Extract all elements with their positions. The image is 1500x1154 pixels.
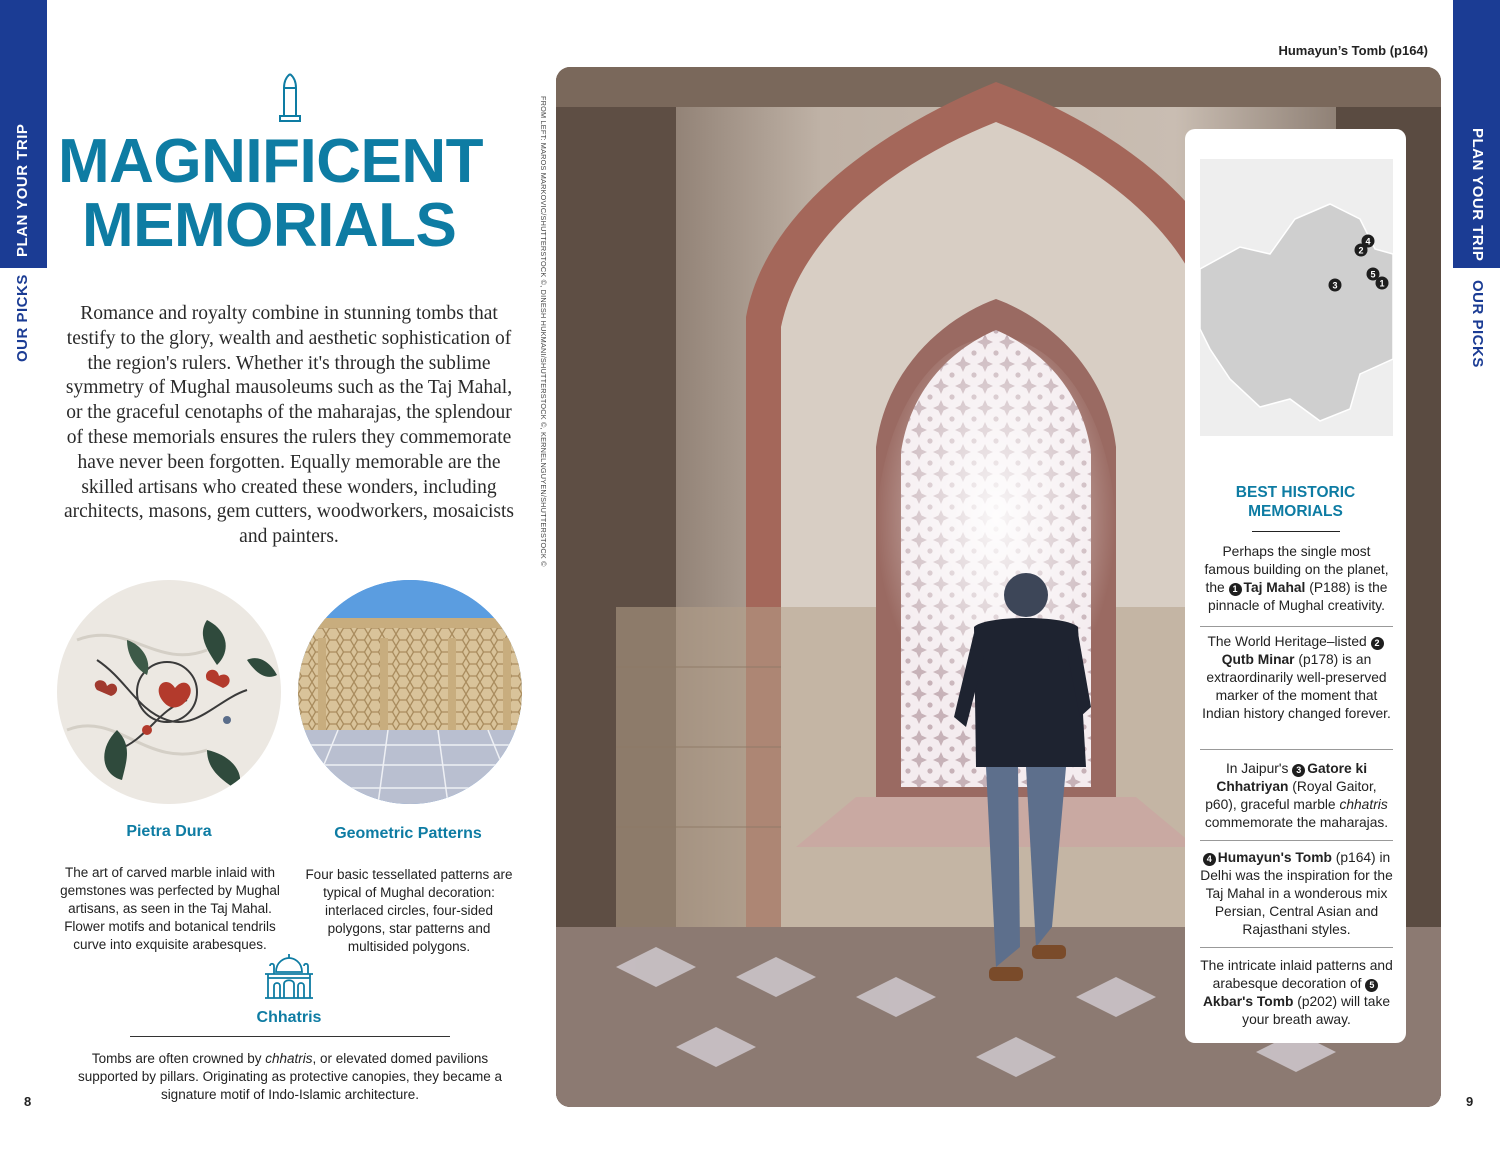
chhatri-icon xyxy=(262,952,316,1000)
entry-name: Gatore ki Chhatriyan xyxy=(1216,761,1368,794)
side-tab-label-picks: OUR PICKS xyxy=(1469,280,1486,368)
entry-divider xyxy=(1200,947,1393,948)
feature-title-pietra-dura: Pietra Dura xyxy=(126,823,212,840)
entry-number-badge: 4 xyxy=(1203,853,1216,866)
entry-number-badge: 1 xyxy=(1229,583,1242,596)
entry-name: Akbar's Tomb xyxy=(1202,994,1294,1009)
feature-title-geometric-patterns: Geometric Patterns xyxy=(334,825,482,842)
panel-heading xyxy=(1185,483,1406,521)
best-memorials-panel xyxy=(1185,129,1406,1043)
panel-heading-line-2: MEMORIALS xyxy=(1248,503,1343,520)
entry-italic: chhatris xyxy=(1339,797,1388,812)
page-title xyxy=(58,127,528,260)
map-marker-2: 2 xyxy=(1358,245,1364,256)
panel-heading-line-1: BEST HISTORIC xyxy=(1235,484,1356,501)
rajasthan-map xyxy=(1200,159,1393,436)
feature-text-geometric-patterns: Four basic tessellated patterns are typical of Mughal decoration: interlaced circles, four-sided polygons, star patterns and multisided polygons. xyxy=(305,867,513,954)
photo-caption: Humayun’s Tomb (p164) xyxy=(1278,43,1428,58)
page-number-left: 8 xyxy=(24,1094,32,1109)
pietra-dura-image xyxy=(57,580,281,804)
side-tab-label-plan: PLAN YOUR TRIP xyxy=(1469,128,1486,262)
feature-title-chhatris: Chhatris xyxy=(256,1009,322,1026)
memorial-entry xyxy=(1200,760,1393,832)
entry-text: (Royal Gaitor, p60), graceful marble xyxy=(1205,779,1377,812)
entry-name: Taj Mahal xyxy=(1243,580,1306,595)
right-side-tab xyxy=(1453,0,1500,1154)
entry-number-badge: 3 xyxy=(1292,764,1305,777)
map-marker-1: 1 xyxy=(1379,278,1385,289)
entry-text: commemorate the maharajas. xyxy=(1204,815,1389,830)
entry-divider xyxy=(1200,626,1393,627)
entry-name: Qutb Minar xyxy=(1221,652,1295,667)
page-number-right: 9 xyxy=(1466,1094,1474,1109)
memorial-entry xyxy=(1200,849,1393,939)
chhatris-text-part: , or elevated domed pavilions supported by pillars. Originating as protective canopies, they became a signature motif of Indo-Islamic architecture. xyxy=(78,1051,502,1102)
chhatris-text-italic: chhatris xyxy=(265,1051,313,1066)
intro-paragraph: Romance and royalty combine in stunning tombs that testify to the glory, wealth and aesthetic sophistication of the region's rulers. Whether it's through the sublime symmetry of Mughal mausoleums such as the Taj Mahal, or the graceful cenotaphs of the maharajas, the splendour of these memorials ensures the rulers they commemorate have never been forgotten. Equally memorable are the skilled artisans who created these wonders, including architects, masons, gem cutters, woodworkers, mosaicists and painters. xyxy=(63,303,515,548)
entry-text: In Jaipur's xyxy=(1225,761,1293,776)
side-tab-label-picks: OUR PICKS xyxy=(14,274,31,362)
title-line-1: MAGNIFICENT xyxy=(58,127,484,196)
map-marker-5: 5 xyxy=(1370,269,1376,280)
geometric-patterns-image xyxy=(298,580,522,804)
entry-text: (p178) is an extraordinarily well-preserved marker of the moment that Indian history changed forever. xyxy=(1202,652,1391,721)
entry-divider xyxy=(1200,840,1393,841)
panel-heading-rule xyxy=(1252,531,1340,532)
entry-text: (p202) will take your breath away. xyxy=(1242,994,1391,1027)
photo-credit-text: FROM LEFT: MAROS MARKOVIC/SHUTTERSTOCK ©, DINESH HUKMANI/SHUTTERSTOCK ©, KERNELNGUYEN/SHUTTERSTOCK © xyxy=(539,96,548,567)
map-marker-3: 3 xyxy=(1332,280,1338,291)
side-tab-label-plan: PLAN YOUR TRIP xyxy=(14,123,31,257)
entry-name: Humayun's Tomb xyxy=(1217,850,1332,865)
entry-text: Perhaps the single most famous building on the planet, the xyxy=(1204,544,1389,595)
entry-number-badge: 5 xyxy=(1365,979,1378,992)
memorial-entry xyxy=(1200,957,1393,1029)
entry-text: (p164) in Delhi was the inspiration for the Taj Mahal in a wonderous mix Persian, Central Asian and Rajasthani styles. xyxy=(1200,850,1393,937)
left-side-tab xyxy=(0,0,47,1154)
chhatris-divider xyxy=(130,1036,450,1037)
memorial-entry xyxy=(1200,543,1393,615)
entry-text: (P188) is the pinnacle of Mughal creativity. xyxy=(1208,580,1388,613)
feature-text-chhatris xyxy=(60,1050,520,1104)
map-marker-4: 4 xyxy=(1365,236,1371,247)
feature-text-pietra-dura: The art of carved marble inlaid with gemstones was perfected by Mughal artisans, as seen in the Taj Mahal. Flower motifs and botanical tendrils curve into exquisite arabesques. xyxy=(60,865,280,952)
entry-number-badge: 2 xyxy=(1371,637,1384,650)
photo-credit xyxy=(538,96,548,596)
entry-text: The intricate inlaid patterns and arabesque decoration of xyxy=(1200,958,1393,991)
title-line-2: MEMORIALS xyxy=(82,191,457,260)
chhatris-text-part: Tombs are often crowned by xyxy=(91,1051,266,1066)
entry-text: The World Heritage–listed xyxy=(1207,634,1371,649)
minaret-icon xyxy=(276,72,304,124)
memorial-entry xyxy=(1200,633,1393,723)
entry-divider xyxy=(1200,749,1393,750)
